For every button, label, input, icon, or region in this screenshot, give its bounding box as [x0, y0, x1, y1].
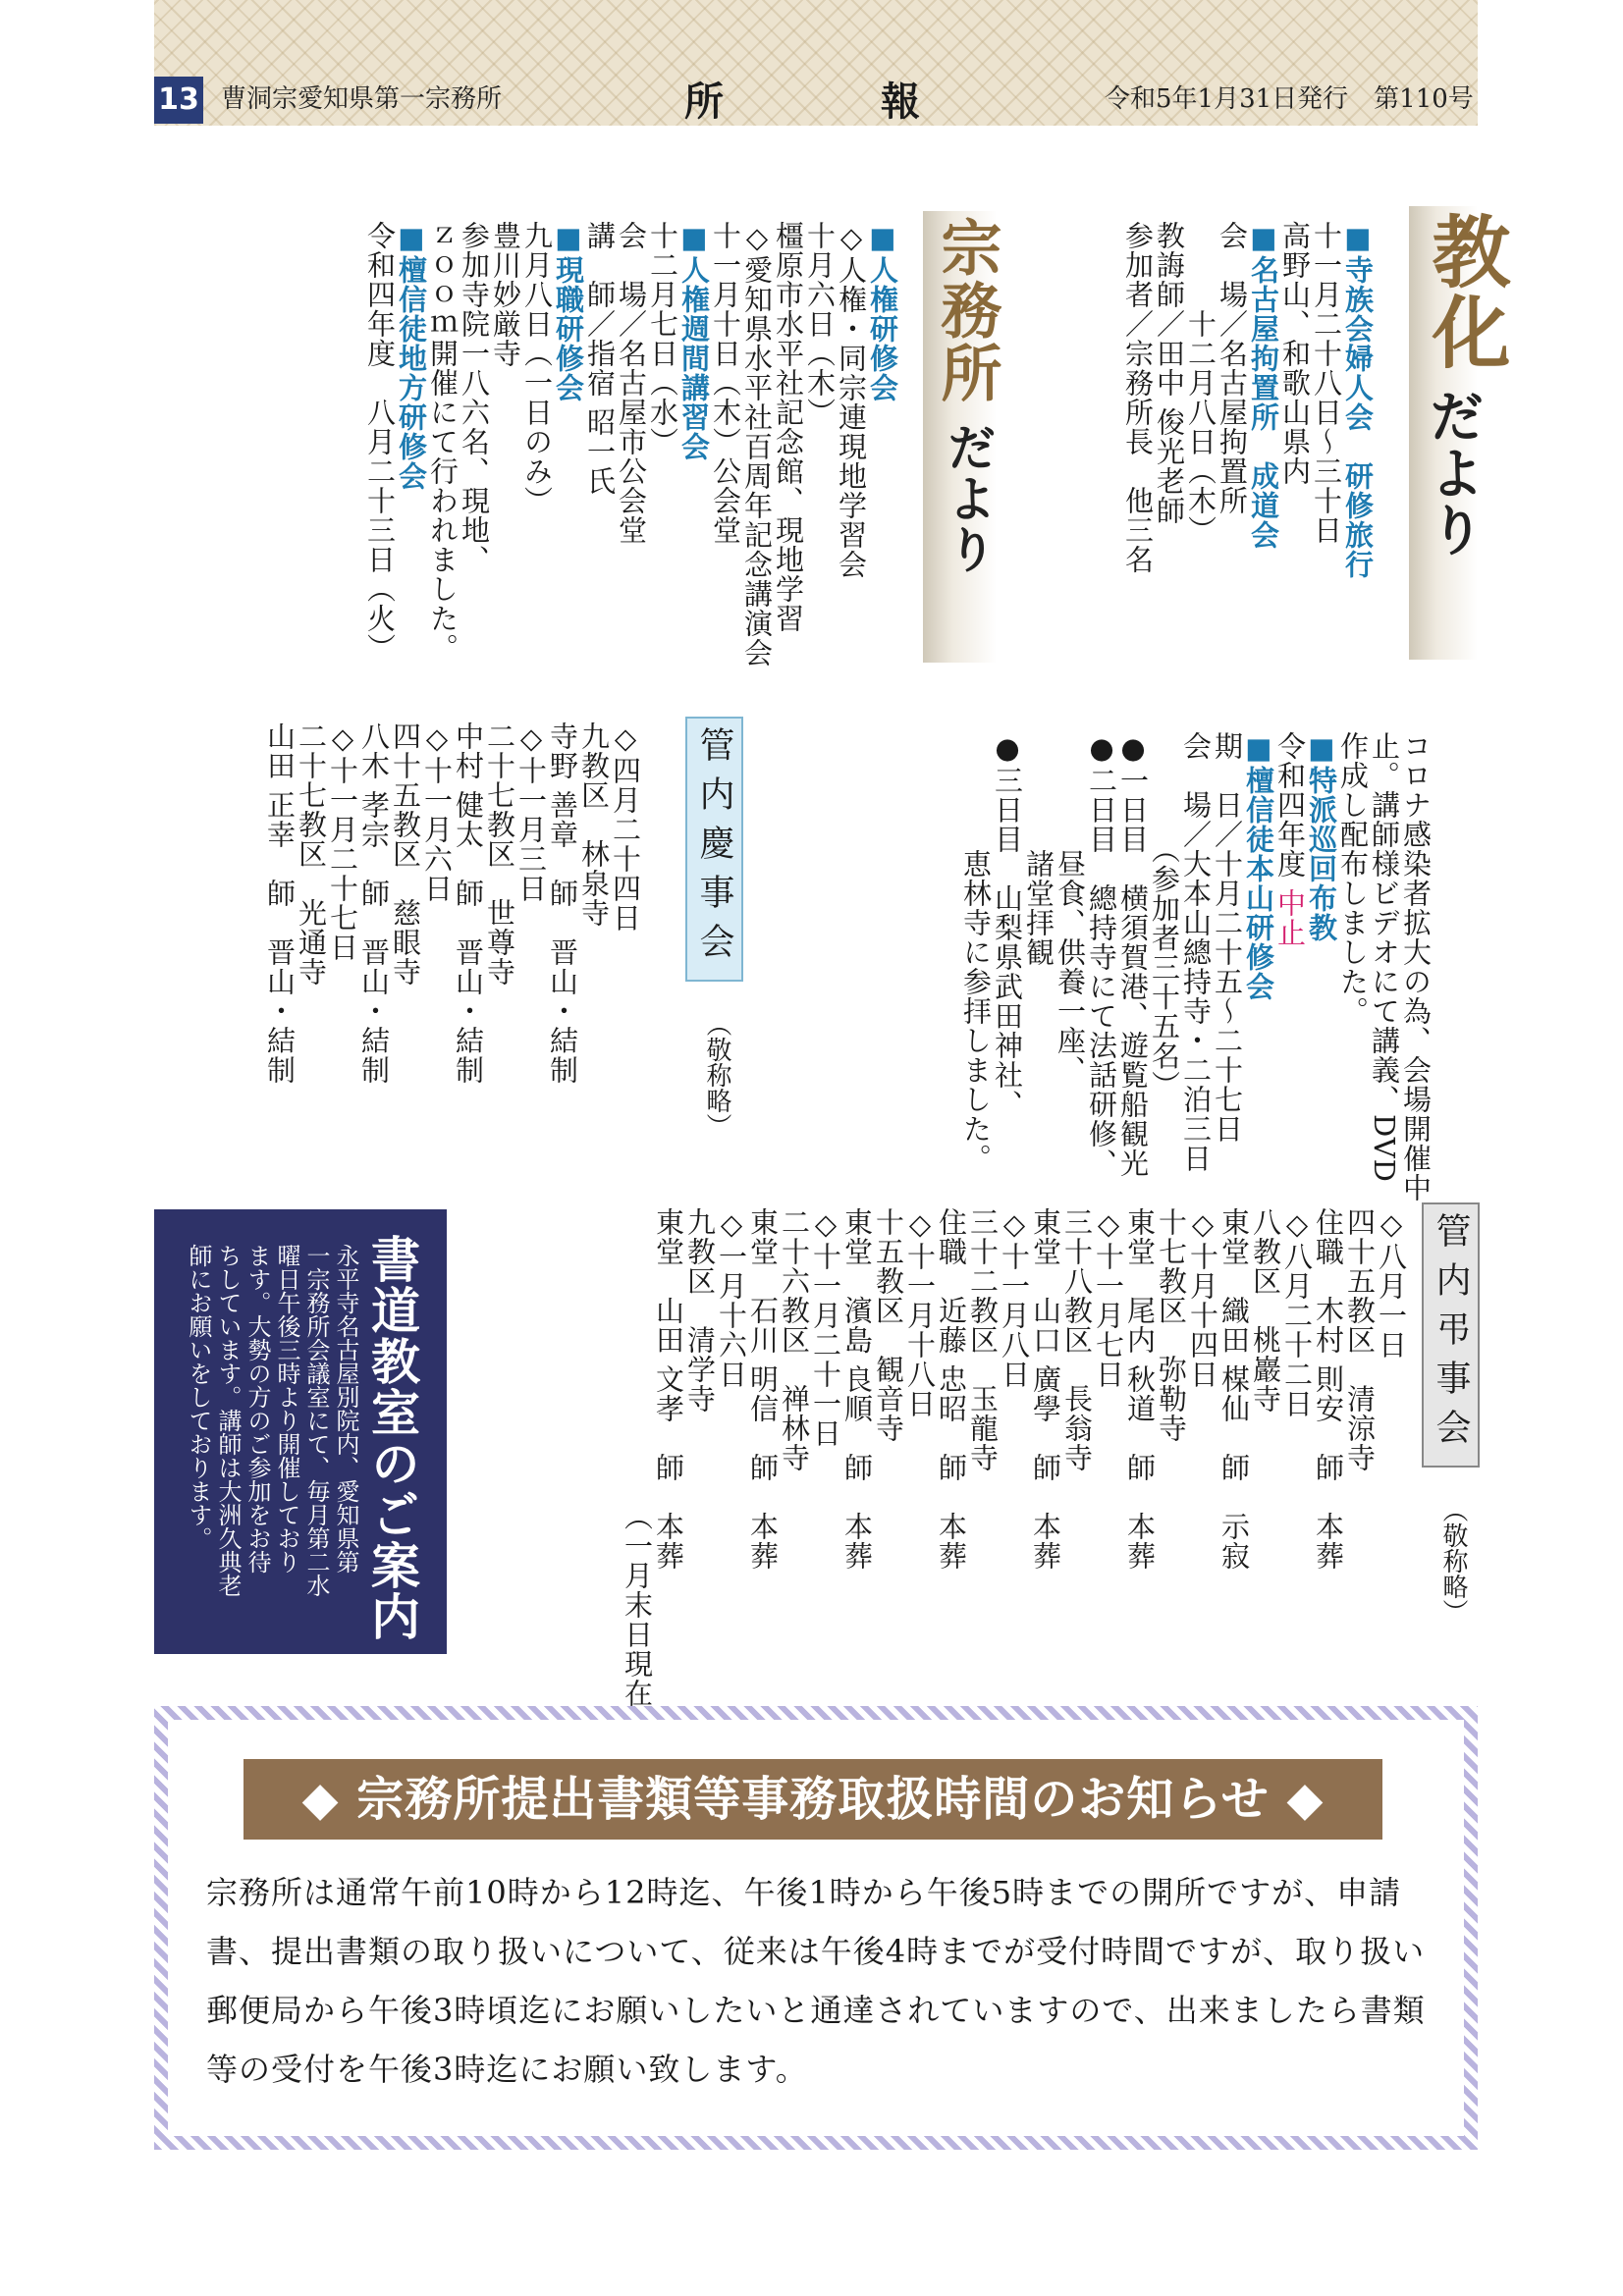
shumusho-section	[363, 221, 899, 667]
entry-district: 四十五教区 慈眼寺	[389, 721, 422, 987]
ceremony: 晋山・結制	[546, 937, 579, 1086]
entry-district: 二十七教区 世尊寺	[483, 721, 516, 987]
text-line: ◇人権・同宗連現地学習会	[835, 221, 868, 579]
entry-name	[453, 721, 484, 1114]
text-line: ます。大勢の方のご参加をお待	[243, 1244, 271, 1574]
text-line: 豊川妙厳寺	[489, 221, 522, 368]
section-heading: ■人権研修会	[866, 221, 899, 402]
section-heading: ■檀信徒地方研修会	[395, 221, 428, 491]
role: 東堂	[1029, 1207, 1062, 1266]
person-name: 木村 則安	[1312, 1296, 1345, 1424]
entry-name	[547, 721, 578, 1114]
entry-district: 二十六教区 禅林寺	[778, 1207, 811, 1472]
person-name: 石川 明信	[746, 1296, 780, 1424]
entry-district: 九教区 林泉寺	[577, 721, 611, 928]
entry-name	[841, 1207, 873, 1600]
header-title: 所報	[684, 79, 1077, 125]
text-line: ◇愛知県水平社百周年記念講演会	[740, 221, 774, 667]
text-line: ●一日目 横須賀港、遊覧船観光	[1116, 731, 1150, 1178]
entry-district: 十七教区 弥勒寺	[1155, 1207, 1188, 1443]
person-name: 山田 正幸	[263, 721, 297, 850]
honorific: 師	[746, 1453, 780, 1483]
text-line: 会 場／大本山總持寺・二泊三日	[1179, 731, 1213, 1173]
text-line: 十一月十日（木）公会堂	[709, 221, 742, 545]
entry-date: ◇四月二十四日	[609, 721, 642, 933]
ceremony: 本葬	[840, 1512, 874, 1572]
fiscal-year: 令和四年度	[1273, 731, 1307, 889]
entry-district: 四十五教区 清涼寺	[1343, 1207, 1377, 1472]
entry-district: 八教区 桃巖寺	[1249, 1207, 1282, 1414]
calligraphy-title: 書道教室のご案内	[363, 1234, 421, 1642]
keiji-note: （敬称略）	[702, 1011, 731, 1139]
person-name: 山田 文孝	[652, 1296, 685, 1424]
kyouka-section-cont	[959, 731, 1433, 1202]
section-heading: ■名古屋拘置所 成道会	[1247, 221, 1280, 550]
role: 東堂	[746, 1207, 780, 1266]
kyouka-section	[1122, 221, 1374, 663]
kyouka-title-sub: だより	[1421, 388, 1486, 559]
honorific: 師	[840, 1453, 874, 1483]
text-line: 参加寺院一八六名、現地、	[458, 221, 491, 574]
notice-body: 宗務所は通常午前10時から12時迄、午後1時から午後5時までの開所ですが、申請書、提出書類の取り扱いについて、従来は午後4時までが受付時間ですが、取り扱い郵便局から午後3時頃迄にお願いしたいと通達されていますので、出来ましたら書類等の受付を午後3時迄にお願い致します。	[206, 1874, 1426, 2088]
text-line	[1274, 731, 1306, 1153]
person-name: 濱島 良順	[840, 1296, 874, 1424]
role: 東堂	[1217, 1207, 1251, 1266]
ceremony: 本葬	[1029, 1512, 1062, 1572]
person-name: 近藤 忠昭	[935, 1296, 968, 1424]
text-line: コロナ感染者拡大の為、会場開催中	[1399, 731, 1433, 1202]
choji-note: （敬称略）	[1438, 1497, 1468, 1625]
honorific: 師	[935, 1453, 968, 1483]
entry-district: 二十七教区 光通寺	[295, 721, 328, 987]
text-line: ●三日目 山梨県武田神社、	[991, 731, 1024, 1119]
entry-district: 十五教区 観音寺	[872, 1207, 905, 1443]
shumusho-title-sub: だより	[940, 422, 998, 575]
person-name: 尾内 秋道	[1123, 1296, 1157, 1424]
text-line: 期 日／十月二十五～二十七日	[1211, 731, 1244, 1144]
text-line: 十二月七日（水）	[646, 221, 679, 456]
page-number: 13	[154, 77, 203, 124]
section-heading: ■寺族会婦人会 研修旅行	[1341, 221, 1375, 579]
text-line: 作成し配布しました。	[1336, 731, 1370, 1026]
text-line: 会 場／名古屋拘置所	[1216, 221, 1249, 515]
entry-name	[264, 721, 296, 1114]
entry-date: ◇十一月十八日	[903, 1207, 937, 1418]
text-line: ｚｏｏｍ開催にて行われました。	[426, 221, 460, 663]
text-line: 講 師／指宿 昭一氏	[583, 221, 617, 497]
person-name: 織田 楳仙	[1217, 1296, 1251, 1424]
role: 住職	[1312, 1207, 1345, 1266]
notice-title: ◆ 宗務所提出書類等事務取扱時間のお知らせ ◆	[243, 1759, 1382, 1840]
choji-footnote: （一月末日現在）	[621, 1502, 654, 1737]
issue-date: 令和5年1月31日発行 第110号	[1105, 84, 1474, 114]
text-line: 橿原市水平社記念館、現地学習	[772, 221, 805, 633]
text-line: 止。講師様ビデオにて講義、DVD	[1368, 731, 1401, 1183]
honorific: 師	[263, 879, 297, 909]
ceremony: 本葬	[1312, 1512, 1345, 1572]
entry-date: ◇八月二十二日	[1280, 1207, 1314, 1418]
ceremony: 晋山・結制	[357, 937, 391, 1086]
entry-date: ◇十一月二十七日	[326, 721, 359, 962]
page-header	[154, 0, 1478, 126]
honorific: 師	[1029, 1453, 1062, 1483]
entry-date: ◇一月十六日	[715, 1207, 748, 1389]
publisher-name: 曹洞宗愛知県第一宗務所	[221, 84, 503, 114]
ceremony: 本葬	[1123, 1512, 1157, 1572]
text-line: 一宗務所会議室にて、毎月第二水	[302, 1244, 330, 1597]
entry-date: ◇十一月六日	[420, 721, 454, 903]
honorific: 師	[1123, 1453, 1157, 1483]
choji-entries	[621, 1207, 1408, 1737]
role: 東堂	[652, 1207, 685, 1266]
keiji-entries	[264, 721, 641, 1114]
text-line: 昼食、供養一座、	[1054, 731, 1087, 1085]
ceremony: 本葬	[746, 1512, 780, 1572]
section-heading: ■特派巡回布教	[1305, 731, 1338, 942]
section-heading: ■人権週間講習会	[677, 221, 711, 461]
section-heading: ■檀信徒本山研修会	[1242, 731, 1275, 1001]
person-name: 八木 孝宗	[357, 721, 391, 850]
calligraphy-class-box	[154, 1209, 447, 1654]
text-line: 諸堂拝観	[1022, 731, 1055, 967]
person-name: 山口 廣學	[1029, 1296, 1062, 1424]
role: 住職	[935, 1207, 968, 1266]
honorific: 師	[357, 879, 391, 909]
entry-date: ◇八月一日	[1375, 1207, 1408, 1360]
role: 東堂	[1123, 1207, 1157, 1266]
honorific: 師	[452, 879, 485, 909]
entry-date: ◇十月十四日	[1186, 1207, 1219, 1389]
ceremony: 晋山・結制	[452, 937, 485, 1086]
honorific: 師	[1217, 1453, 1251, 1483]
cancel-label: 中止	[1273, 888, 1307, 948]
entry-name	[1030, 1207, 1061, 1600]
shumusho-title: 宗務所	[931, 216, 1002, 404]
ceremony: 本葬	[652, 1512, 685, 1572]
text-line: 会 場／名古屋市公会堂	[615, 221, 648, 545]
text-line: 曜日午後三時より開催しており	[273, 1244, 300, 1574]
entry-date: ◇十一月三日	[514, 721, 548, 903]
ceremony: 本葬	[935, 1512, 968, 1572]
honorific: 師	[652, 1453, 685, 1483]
text-line: 高野山、和歌山県内	[1278, 221, 1312, 486]
entry-date: ◇十一月八日	[998, 1207, 1031, 1389]
text-line: ちしています。講師は大洲久典老	[214, 1244, 242, 1597]
person-name: 中村 健太	[452, 721, 485, 850]
entry-name	[653, 1207, 684, 1600]
entry-district: 三十二教区 玉龍寺	[966, 1207, 1000, 1472]
honorific: 師	[546, 879, 579, 909]
text-line: 九月八日（一日のみ）	[520, 221, 554, 515]
text-line: 永平寺名古屋別院内、愛知県第	[332, 1244, 359, 1574]
honorific: 師	[1312, 1453, 1345, 1483]
text-line: 教誨師／田中 俊光老師	[1153, 221, 1186, 526]
text-line: 十二月八日（木）	[1184, 221, 1217, 545]
section-heading: ■現職研修会	[552, 221, 585, 402]
role: 東堂	[840, 1207, 874, 1266]
kyouka-title: 教化	[1419, 211, 1511, 372]
calligraphy-body	[184, 1244, 360, 1597]
entry-name	[1313, 1207, 1344, 1600]
entry-name	[1124, 1207, 1156, 1600]
entry-name	[1218, 1207, 1250, 1600]
text-line: ●二日目 總持寺にて法話研修、	[1085, 731, 1118, 1178]
text-line: 十月六日（木）	[803, 221, 837, 427]
entry-district: 九教区 清学寺	[683, 1207, 717, 1414]
ceremony: 示寂	[1217, 1512, 1251, 1572]
entry-date: ◇十一月二十一日	[809, 1207, 842, 1448]
entry-date: ◇十一月七日	[1092, 1207, 1125, 1389]
entry-district: 三十八教区 長翁寺	[1060, 1207, 1094, 1472]
text-line: （参加者三十五名）	[1148, 731, 1181, 1100]
ceremony: 晋山・結制	[263, 937, 297, 1086]
text-line: 参加者／宗務所長 他三名	[1121, 221, 1155, 574]
text-line: 恵林寺に参拝しました。	[959, 731, 993, 1173]
choji-title: 管内弔事会	[1422, 1202, 1480, 1468]
text-line: 令和四年度 八月二十三日（火）	[363, 221, 397, 663]
entry-name	[747, 1207, 779, 1600]
keiji-title: 管内慶事会	[685, 717, 743, 982]
entry-name	[358, 721, 390, 1114]
person-name: 寺野 善章	[546, 721, 579, 850]
text-line: 十一月二十八日～三十日	[1310, 221, 1343, 545]
entry-name	[936, 1207, 967, 1600]
text-line: 師にお願いをしております。	[185, 1244, 212, 1550]
